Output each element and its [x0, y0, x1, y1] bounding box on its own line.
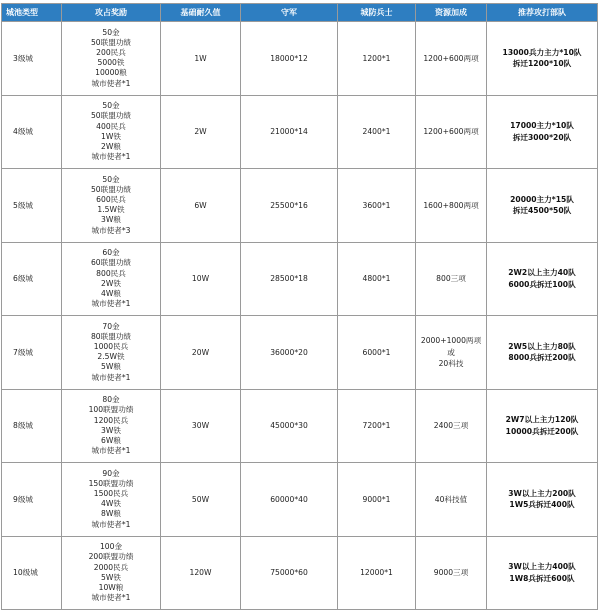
- bonus-line: 或: [447, 347, 455, 357]
- garrison-cell: 28500*18: [241, 242, 338, 316]
- bonus-line: 1600+800两项: [423, 200, 479, 210]
- bonus-line: 1200+600两项: [423, 53, 479, 63]
- reward-line: 4W粮: [101, 288, 121, 298]
- reward-line: 150联盟功绩: [88, 478, 134, 488]
- capture-reward-cell: [62, 463, 161, 537]
- header-city-defenders: 城防兵士: [338, 4, 416, 22]
- garrison-cell: 21000*14: [241, 95, 338, 169]
- capture-reward-cell: [62, 242, 161, 316]
- header-city-type: 城池类型: [2, 4, 62, 22]
- reward-line: 90金: [102, 468, 120, 478]
- table-row: [2, 22, 598, 96]
- recommend-line: 拆迁4500*50队: [512, 206, 572, 216]
- resource-bonus-cell: [416, 242, 487, 316]
- reward-line: 1000民兵: [93, 342, 129, 352]
- capture-reward-cell: [62, 536, 161, 610]
- defenders-cell: 7200*1: [338, 389, 416, 463]
- recommend-line: 3W以上主力400队: [508, 562, 576, 572]
- reward-line: 6W粮: [101, 435, 121, 445]
- recommended-troops-cell: [487, 536, 598, 610]
- reward-line: 1.5W铁: [97, 205, 125, 215]
- garrison-cell: 75000*60: [241, 536, 338, 610]
- table-row: [2, 242, 598, 316]
- reward-line: 50金: [102, 27, 120, 37]
- reward-line: 80联盟功绩: [90, 331, 132, 341]
- city-type-cell: 6级城: [2, 242, 62, 316]
- recommend-line: 拆迁1200*10队: [512, 59, 572, 69]
- reward-line: 城市使者*1: [91, 519, 131, 529]
- resource-bonus-cell: [416, 316, 487, 390]
- durability-cell: 50W: [161, 463, 241, 537]
- defenders-cell: 6000*1: [338, 316, 416, 390]
- reward-line: 1200民兵: [93, 415, 129, 425]
- city-type-cell: 3级城: [2, 22, 62, 96]
- reward-line: 城市使者*1: [91, 152, 131, 162]
- recommended-troops-cell: [487, 463, 598, 537]
- reward-line: 200民兵: [96, 48, 126, 58]
- table-row: [2, 389, 598, 463]
- bonus-line: 1200+600两项: [423, 127, 479, 137]
- defenders-cell: 12000*1: [338, 536, 416, 610]
- garrison-cell: 36000*20: [241, 316, 338, 390]
- resource-bonus-cell: [416, 389, 487, 463]
- recommended-troops-cell: [487, 95, 598, 169]
- defenders-cell: 1200*1: [338, 22, 416, 96]
- city-type-cell: 5级城: [2, 169, 62, 243]
- table-row: [2, 316, 598, 390]
- recommend-line: 20000主力*15队: [510, 194, 574, 204]
- city-type-cell: 7级城: [2, 316, 62, 390]
- reward-line: 城市使者*1: [91, 78, 131, 88]
- recommend-line: 3W以上主力200队: [508, 488, 576, 498]
- reward-line: 400民兵: [96, 121, 126, 131]
- resource-bonus-cell: [416, 169, 487, 243]
- capture-reward-cell: [62, 95, 161, 169]
- header-capture-reward: 攻占奖励: [62, 4, 161, 22]
- reward-line: 2W粮: [101, 141, 121, 151]
- reward-line: 4W铁: [101, 499, 121, 509]
- reward-line: 50金: [102, 174, 120, 184]
- resource-bonus-cell: [416, 22, 487, 96]
- reward-line: 100联盟功绩: [88, 405, 134, 415]
- reward-line: 3W粮: [101, 215, 121, 225]
- bonus-line: 2000+1000两项: [420, 336, 482, 346]
- reward-line: 3W铁: [101, 425, 121, 435]
- reward-line: 1500民兵: [93, 489, 129, 499]
- recommend-line: 2W2以上主力40队: [508, 268, 576, 278]
- reward-line: 城市使者*1: [91, 372, 131, 382]
- header-base-durability: 基础耐久值: [161, 4, 241, 22]
- recommend-line: 13000兵力主力*10队: [502, 47, 582, 57]
- recommend-line: 2W7以上主力120队: [505, 415, 579, 425]
- defenders-cell: 9000*1: [338, 463, 416, 537]
- recommend-line: 2W5以上主力80队: [508, 341, 576, 351]
- reward-line: 50联盟功绩: [90, 37, 132, 47]
- table-row: [2, 536, 598, 610]
- header-garrison: 守军: [241, 4, 338, 22]
- recommended-troops-cell: [487, 389, 598, 463]
- reward-line: 5000铁: [97, 58, 125, 68]
- header-recommended-troops: 推荐攻打部队: [487, 4, 598, 22]
- header-row: [2, 4, 598, 22]
- resource-bonus-cell: [416, 536, 487, 610]
- garrison-cell: 60000*40: [241, 463, 338, 537]
- bonus-line: 20科技: [438, 358, 464, 368]
- bonus-line: 9000三项: [433, 568, 469, 578]
- reward-line: 50金: [102, 101, 120, 111]
- table-row: [2, 463, 598, 537]
- table-body: [2, 22, 598, 610]
- reward-line: 50联盟功绩: [90, 111, 132, 121]
- defenders-cell: 3600*1: [338, 169, 416, 243]
- recommend-line: 8000兵拆迁200队: [508, 353, 576, 363]
- reward-line: 10W粮: [98, 582, 124, 592]
- durability-cell: 20W: [161, 316, 241, 390]
- defenders-cell: 4800*1: [338, 242, 416, 316]
- capture-reward-cell: [62, 169, 161, 243]
- city-type-cell: 8级城: [2, 389, 62, 463]
- capture-reward-cell: [62, 22, 161, 96]
- reward-line: 60金: [102, 248, 120, 258]
- reward-line: 城市使者*3: [91, 225, 131, 235]
- garrison-cell: 25500*16: [241, 169, 338, 243]
- table-row: [2, 169, 598, 243]
- defenders-cell: 2400*1: [338, 95, 416, 169]
- reward-line: 200联盟功绩: [88, 552, 134, 562]
- recommend-line: 1W5兵拆迁400队: [509, 500, 575, 510]
- city-siege-table: [1, 3, 598, 610]
- city-type-cell: 9级城: [2, 463, 62, 537]
- recommended-troops-cell: [487, 22, 598, 96]
- header-resource-bonus: 资源加成: [416, 4, 487, 22]
- reward-line: 800民兵: [96, 268, 126, 278]
- reward-line: 城市使者*1: [91, 593, 131, 603]
- recommend-line: 1W8兵拆迁600队: [509, 573, 575, 583]
- reward-line: 100金: [99, 542, 123, 552]
- reward-line: 10000粮: [95, 68, 127, 78]
- recommend-line: 17000主力*10队: [510, 121, 574, 131]
- recommend-line: 6000兵拆迁100队: [508, 279, 576, 289]
- capture-reward-cell: [62, 389, 161, 463]
- reward-line: 8W粮: [101, 509, 121, 519]
- durability-cell: 1W: [161, 22, 241, 96]
- recommended-troops-cell: [487, 316, 598, 390]
- durability-cell: 10W: [161, 242, 241, 316]
- durability-cell: 30W: [161, 389, 241, 463]
- bonus-line: 40科技值: [434, 494, 468, 504]
- durability-cell: 2W: [161, 95, 241, 169]
- reward-line: 5W铁: [101, 572, 121, 582]
- recommend-line: 拆迁3000*20队: [512, 132, 572, 142]
- capture-reward-cell: [62, 316, 161, 390]
- reward-line: 5W粮: [101, 362, 121, 372]
- reward-line: 城市使者*1: [91, 446, 131, 456]
- garrison-cell: 45000*30: [241, 389, 338, 463]
- reward-line: 50联盟功绩: [90, 184, 132, 194]
- reward-line: 1W铁: [101, 131, 121, 141]
- reward-line: 60联盟功绩: [90, 258, 132, 268]
- reward-line: 600民兵: [96, 195, 126, 205]
- city-type-cell: 4级城: [2, 95, 62, 169]
- bonus-line: 800三项: [436, 274, 466, 284]
- reward-line: 2000民兵: [93, 562, 129, 572]
- recommended-troops-cell: [487, 169, 598, 243]
- reward-line: 2W铁: [101, 278, 121, 288]
- bonus-line: 2400三项: [433, 421, 469, 431]
- table-row: [2, 95, 598, 169]
- garrison-cell: 18000*12: [241, 22, 338, 96]
- resource-bonus-cell: [416, 95, 487, 169]
- durability-cell: 6W: [161, 169, 241, 243]
- resource-bonus-cell: [416, 463, 487, 537]
- city-type-cell: 10级城: [2, 536, 62, 610]
- city-siege-table-container: [1, 3, 597, 610]
- durability-cell: 120W: [161, 536, 241, 610]
- recommended-troops-cell: [487, 242, 598, 316]
- reward-line: 80金: [102, 395, 120, 405]
- recommend-line: 10000兵拆迁200队: [505, 426, 579, 436]
- reward-line: 70金: [102, 321, 120, 331]
- reward-line: 城市使者*1: [91, 299, 131, 309]
- reward-line: 2.5W铁: [97, 352, 125, 362]
